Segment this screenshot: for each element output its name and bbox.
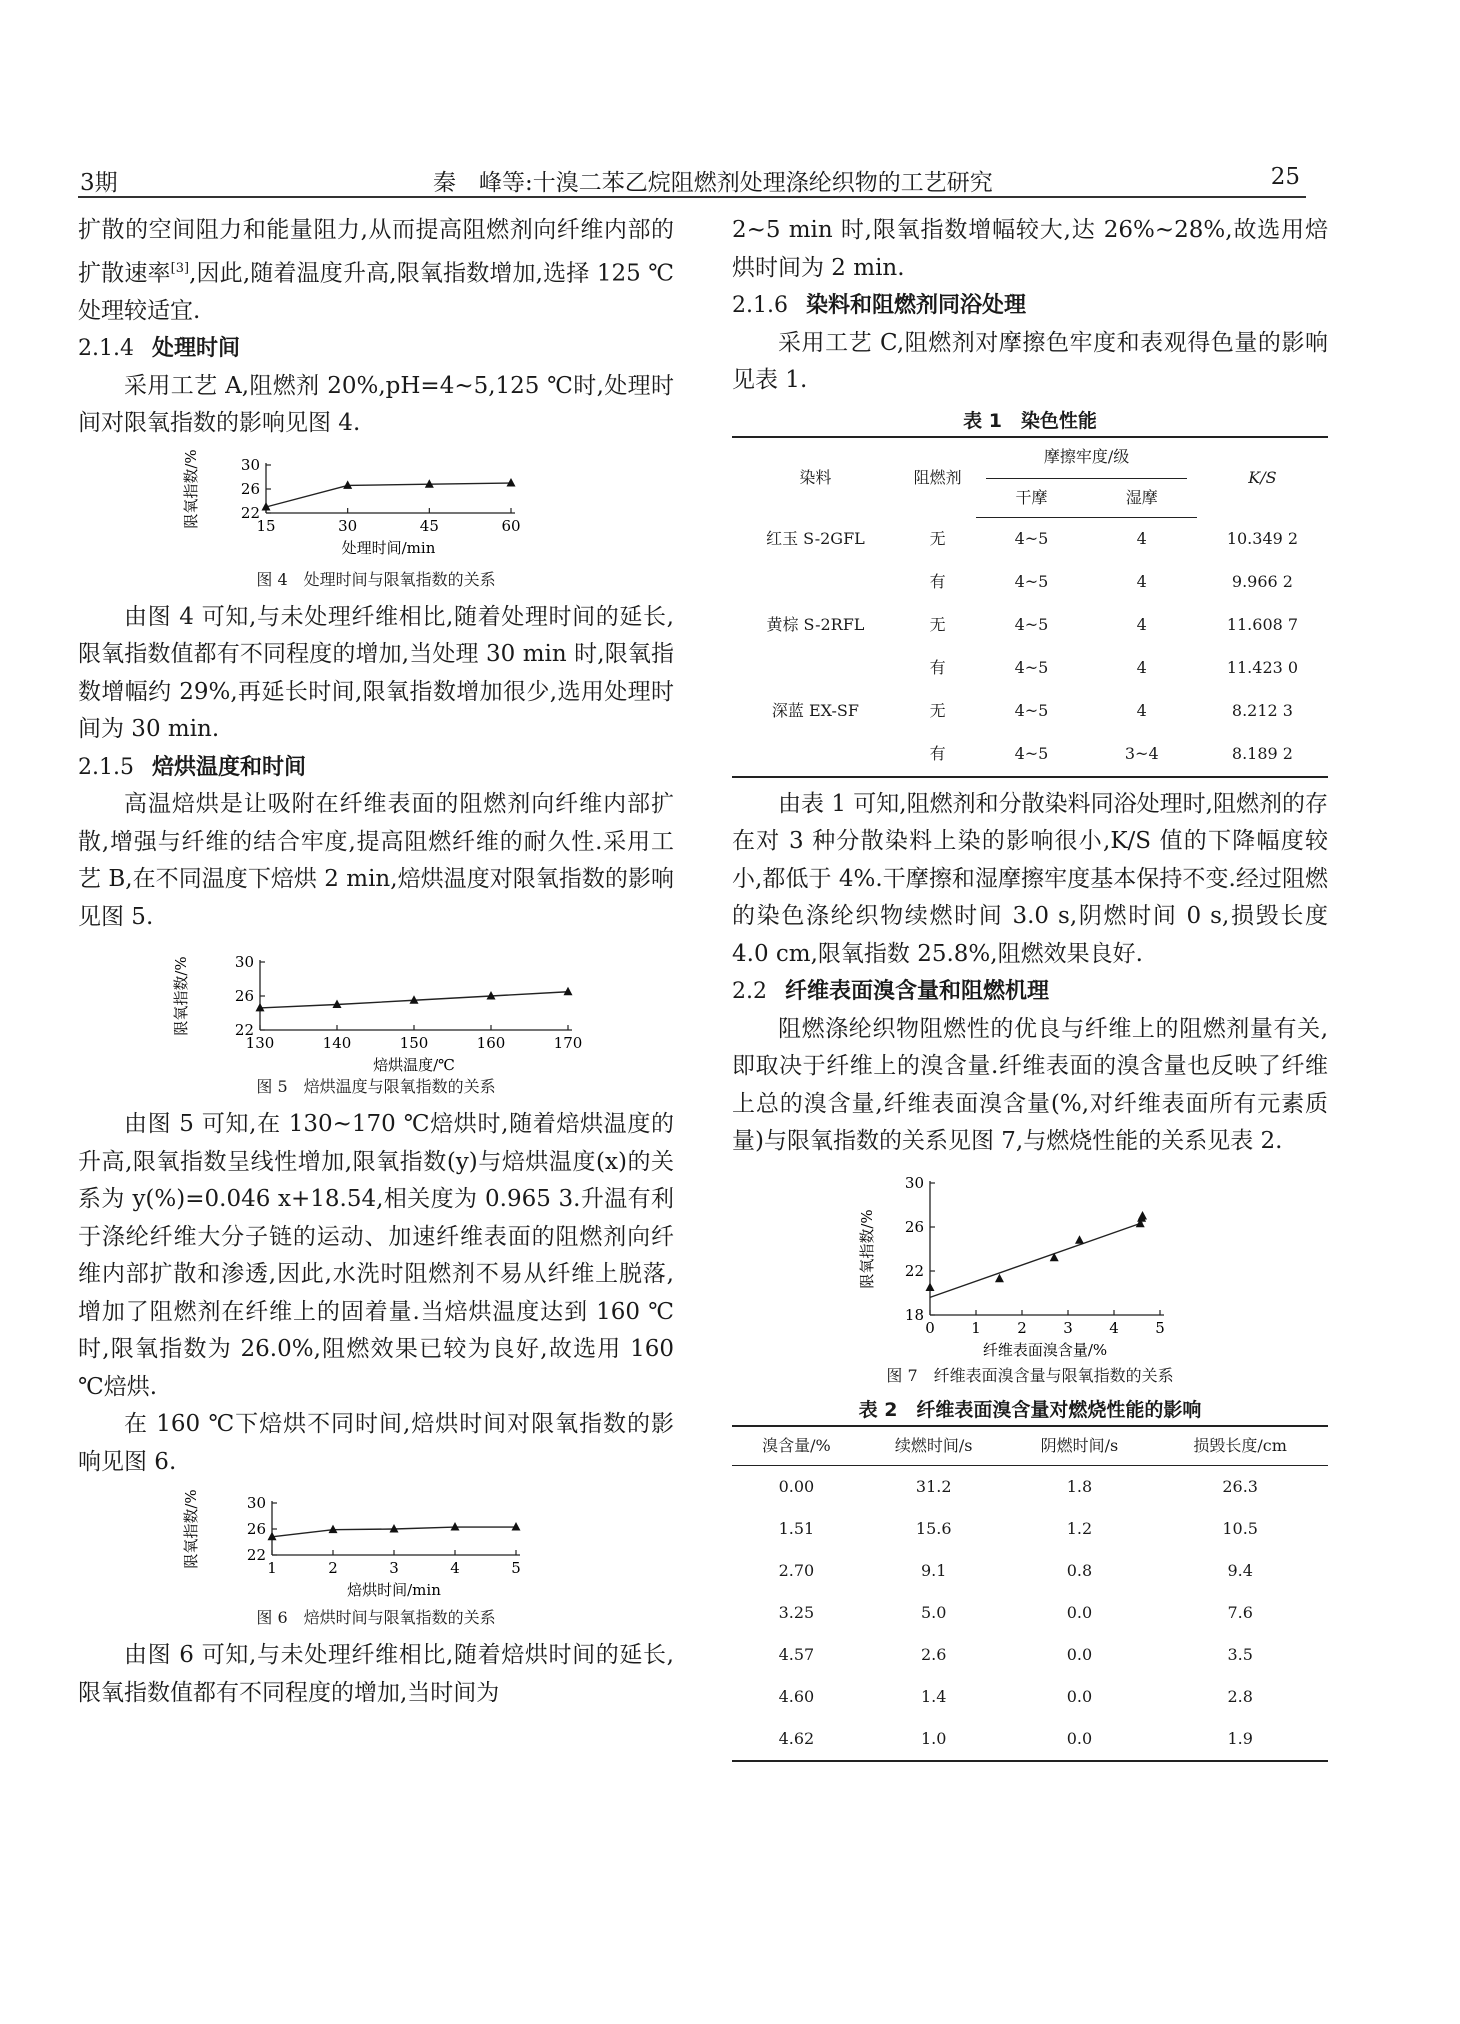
table-cell-fr: 有 (929, 744, 946, 764)
section-heading: 2.2 纤维表面溴含量和阻燃机理 (732, 979, 1050, 1004)
figure-6 (78, 1487, 674, 1605)
table-cell: 4.60 (778, 1686, 815, 1706)
paragraph: 由表 1 可知,阻燃剂和分散染料同浴处理时,阻燃剂的存在对 3 种分散染料上染的影响很小,K/S 值的下降幅度较小,都低于 4%.干摩擦和湿摩擦牢度基本保持不变.经过阻燃的染色涤纶织物续燃时间 3.0 s,阴燃时间 0 s,损毁长度 4.0 cm,限氧指数 25.8%,阻燃效果良好. (732, 790, 1328, 967)
table-cell: 1.4 (920, 1686, 947, 1706)
y-tick-label: 30 (904, 1173, 924, 1192)
table-1 (732, 436, 1328, 778)
fig4-chart (166, 449, 586, 567)
table-cell: 9.1 (920, 1560, 947, 1580)
right-column (732, 212, 1328, 1762)
data-point (995, 1273, 1004, 1282)
paragraph: 由图 6 可知,与未处理纤维相比,随着焙烘时间的延长,限氧指数值都有不同程度的增加,当时间为 (78, 1642, 674, 1706)
x-tick-label: 60 (501, 516, 521, 535)
data-point (512, 1522, 521, 1531)
table-header: 摩擦牢度/级 (976, 437, 1197, 480)
table-cell-dry: 4~5 (1014, 572, 1049, 592)
paragraph: 在 160 ℃下焙烘不同时间,焙烘时间对限氧指数的影响见图 6. (78, 1411, 674, 1475)
y-tick-label: 26 (234, 987, 254, 1006)
table-cell: 9.4 (1227, 1560, 1253, 1580)
y-tick-label: 22 (240, 503, 260, 522)
x-tick-label: 4 (1109, 1318, 1119, 1337)
table-cell: 15.6 (915, 1518, 952, 1538)
table-row (732, 1508, 1328, 1550)
x-tick-label: 140 (322, 1034, 352, 1053)
running-header (78, 160, 1306, 198)
y-tick-label: 26 (246, 1520, 266, 1539)
y-tick-label: 30 (234, 953, 254, 972)
y-tick-label: 22 (234, 1021, 254, 1040)
table-cell: 3.25 (778, 1602, 815, 1622)
data-point (425, 479, 434, 488)
table-cell-wet: 4 (1136, 529, 1147, 549)
fig5-chart (146, 942, 606, 1074)
x-tick-label: 160 (476, 1034, 506, 1053)
data-point (507, 478, 516, 487)
data-point (329, 1525, 338, 1534)
y-axis-label: 限氧指数/% (182, 1489, 200, 1569)
table-caption: 表 1 染色性能 (963, 409, 1097, 432)
y-axis-label: 限氧指数/% (182, 449, 200, 529)
y-tick-label: 26 (904, 1217, 924, 1236)
table-cell: 2.8 (1227, 1686, 1253, 1706)
x-tick-label: 1 (267, 1559, 277, 1578)
data-point (343, 480, 352, 489)
x-axis-label: 纤维表面溴含量/% (982, 1340, 1108, 1359)
table-row (732, 517, 1328, 561)
table-cell-ks: 8.212 3 (1231, 701, 1293, 721)
table-cell-ks: 9.966 2 (1231, 572, 1293, 592)
table-row (732, 604, 1328, 647)
table-cell-fr: 有 (929, 658, 946, 678)
x-tick-label: 5 (1155, 1318, 1165, 1337)
fig7-chart (820, 1167, 1240, 1363)
running-title: 秦 峰等:十溴二苯乙烷阻燃剂处理涤纶织物的工艺研究 (433, 170, 993, 196)
x-tick-label: 1 (971, 1318, 981, 1337)
table-row (732, 647, 1328, 690)
table-header: 阻燃剂 (913, 467, 962, 487)
table-cell-ks: 10.349 2 (1226, 529, 1299, 548)
x-tick-label: 2 (328, 1559, 338, 1578)
paragraph: 采用工艺 C,阻燃剂对摩擦色牢度和表观得色量的影响见表 1. (732, 329, 1328, 393)
x-tick-label: 2 (1017, 1318, 1027, 1337)
data-point (926, 1282, 935, 1291)
table-cell-fr: 无 (929, 615, 946, 635)
table-row (732, 1676, 1328, 1718)
y-axis-label: 限氧指数/% (858, 1208, 876, 1289)
section-heading: 2.1.6 染料和阻燃剂同浴处理 (732, 293, 1026, 318)
figure-7 (732, 1167, 1328, 1363)
data-point (1138, 1211, 1147, 1220)
table-cell-dry: 4~5 (1014, 701, 1049, 721)
table-cell-dye: 黄棕 S-2RFL (766, 615, 865, 635)
table-cell: 3.5 (1227, 1644, 1253, 1664)
table-cell-dry: 4~5 (1014, 615, 1049, 635)
table-cell-dry: 4~5 (1014, 658, 1049, 678)
table-cell: 5.0 (920, 1602, 947, 1622)
table-cell: 0.0 (1066, 1728, 1093, 1748)
table-cell: 26.3 (1222, 1476, 1258, 1496)
paragraph: 2~5 min 时,限氧指数增幅较大,达 26%~28%,故选用焙烘时间为 2 min. (732, 217, 1328, 281)
paragraph: 高温焙烘是让吸附在纤维表面的阻燃剂向纤维内部扩散,增强与纤维的结合牢度,提高阻燃纤维的耐久性.采用工艺 B,在不同温度下焙烘 2 min,焙烘温度对限氧指数的影响见图 5. (78, 791, 674, 930)
x-tick-label: 170 (553, 1034, 583, 1053)
table-cell: 4.62 (778, 1728, 815, 1748)
chart-axes (182, 1490, 521, 1600)
table-cell-dye (732, 647, 899, 690)
table-cell-wet: 3~4 (1124, 744, 1159, 764)
x-tick-label: 130 (245, 1034, 275, 1053)
table-header: K/S (1248, 467, 1277, 487)
chart-axes (172, 953, 582, 1074)
table-cell: 0.0 (1066, 1602, 1093, 1622)
table-row (732, 1465, 1328, 1508)
figure-caption: 图 7 纤维表面溴含量与限氧指数的关系 (886, 1365, 1174, 1385)
table-row (732, 1550, 1328, 1592)
figure-caption: 图 6 焙烘时间与限氧指数的关系 (256, 1608, 496, 1628)
x-tick-label: 3 (389, 1559, 399, 1578)
x-tick-label: 5 (511, 1559, 521, 1578)
y-axis-label: 限氧指数/% (172, 956, 190, 1036)
table-cell: 2.70 (778, 1560, 815, 1580)
table-cell-dry: 4~5 (1014, 529, 1049, 549)
chart-axes (858, 1174, 1165, 1359)
table-cell: 1.51 (778, 1518, 815, 1538)
table-row (732, 690, 1328, 733)
paragraph: 采用工艺 A,阻燃剂 20%,pH=4~5,125 ℃时,处理时间对限氧指数的影响见图 4. (78, 372, 674, 437)
data-point (564, 987, 573, 996)
x-tick-label: 150 (399, 1034, 429, 1053)
x-tick-label: 45 (419, 516, 439, 535)
table-cell: 10.5 (1222, 1518, 1258, 1538)
table-row (732, 1718, 1328, 1761)
table-cell-wet: 4 (1136, 615, 1147, 635)
table-cell-dye: 深蓝 EX-SF (771, 701, 859, 721)
page-number: 25 (1270, 164, 1300, 190)
fit-line (930, 1222, 1143, 1297)
table-header: 干摩 (976, 479, 1086, 517)
chart-axes (182, 449, 521, 557)
table-cell: 1.0 (920, 1728, 947, 1748)
x-tick-label: 0 (925, 1318, 935, 1337)
table-cell-fr: 无 (929, 529, 946, 548)
table-cell-wet: 4 (1136, 701, 1147, 721)
fig6-chart (166, 1487, 586, 1605)
table-cell: 0.00 (778, 1476, 815, 1496)
paragraph: 由图 5 可知,在 130~170 ℃焙烘时,随着焙烘温度的升高,限氧指数呈线性增加,限氧指数(y)与焙烘温度(x)的关系为 y(%)=0.046 x+18.54,相关度为 0.965 3.升温有利于涤纶纤维大分子链的运动、加速纤维表面的阻燃剂向纤维内部扩散和渗透,因此,水洗时阻燃剂不易从纤维上脱落,增加了阻燃剂在纤维上的固着量.当焙烘温度达到 160 ℃时,限氧指数为 26.0%,阻燃效果已较为良好,故选用 160 ℃焙烘. (78, 1111, 674, 1400)
y-tick-label: 30 (246, 1494, 266, 1513)
figure-caption: 图 5 焙烘温度与限氧指数的关系 (256, 1077, 496, 1097)
table-cell-dye: 红玉 S-2GFL (766, 529, 865, 548)
table-cell: 2.6 (920, 1644, 947, 1664)
table-cell: 1.9 (1227, 1728, 1253, 1748)
table-cell: 1.8 (1066, 1476, 1093, 1496)
table-cell: 7.6 (1227, 1602, 1253, 1622)
table-cell: 0.8 (1066, 1560, 1093, 1580)
table-cell-dry: 4~5 (1014, 744, 1049, 764)
table-cell: 31.2 (915, 1476, 952, 1496)
y-tick-label: 18 (904, 1305, 924, 1324)
paragraph: 阻燃涤纶织物阻燃性的优良与纤维上的阻燃剂量有关,即取决于纤维上的溴含量.纤维表面的溴含量也反映了纤维上总的溴含量,纤维表面溴含量(%,对纤维表面所有元素质量)与限氧指数的关系见图 7,与燃烧性能的关系见表 2. (732, 1015, 1328, 1154)
table-row (732, 1634, 1328, 1676)
table-cell-ks: 11.423 0 (1226, 658, 1299, 678)
y-tick-label: 26 (240, 479, 260, 498)
table-cell: 0.0 (1066, 1686, 1093, 1706)
x-tick-label: 15 (256, 516, 276, 535)
table-cell-ks: 8.189 2 (1231, 744, 1293, 764)
table-caption: 表 2 纤维表面溴含量对燃烧性能的影响 (858, 1398, 1202, 1421)
series-line (266, 483, 511, 507)
data-point (451, 1522, 460, 1531)
table-cell-fr: 有 (929, 572, 946, 592)
x-axis-label: 处理时间/min (341, 538, 436, 557)
x-axis-label: 焙烘时间/min (347, 1581, 441, 1600)
paragraph: 由图 4 可知,与未处理纤维相比,随着处理时间的延长,限氧指数值都有不同程度的增加,当处理 30 min 时,限氧指数增幅约 29%,再延长时间,限氧指数增加很少,选用处理时间为 30 min. (78, 603, 674, 743)
table-row (732, 1592, 1328, 1634)
table-cell-wet: 4 (1136, 572, 1147, 592)
table-cell-dye (732, 733, 899, 777)
x-tick-label: 30 (338, 516, 358, 535)
table-header: 续燃时间/s (861, 1426, 1007, 1466)
table-2 (732, 1425, 1328, 1762)
table-header: 损毁长度/cm (1152, 1426, 1328, 1466)
x-tick-label: 4 (450, 1559, 460, 1578)
section-heading: 2.1.5 焙烘温度和时间 (78, 754, 306, 780)
data-point (1075, 1235, 1084, 1244)
table-cell-ks: 11.608 7 (1226, 615, 1299, 635)
citation[interactable]: [3] (170, 260, 190, 276)
table-header: 湿摩 (1087, 479, 1197, 517)
figure-4 (78, 449, 674, 567)
table-cell-fr: 无 (929, 701, 946, 721)
paragraph: 扩散的空间阻力和能量阻力,从而提高阻燃剂向纤维内部的扩散速率[3],因此,随着温度升高,限氧指数增加,选择 125 ℃处理较适宜. (78, 217, 675, 324)
y-tick-label: 30 (240, 455, 260, 474)
y-tick-label: 22 (246, 1546, 266, 1565)
table-cell-wet: 4 (1136, 658, 1147, 678)
issue-number: 3期 (80, 170, 118, 196)
table-row (732, 733, 1328, 777)
table-row (732, 561, 1328, 604)
table-cell: 0.0 (1066, 1644, 1093, 1664)
figure-caption: 图 4 处理时间与限氧指数的关系 (256, 569, 496, 589)
left-column (78, 212, 674, 1712)
table-cell-dye (732, 561, 899, 604)
x-tick-label: 3 (1063, 1318, 1073, 1337)
table-header: 阴燃时间/s (1007, 1426, 1153, 1466)
section-heading: 2.1.4 处理时间 (78, 336, 240, 362)
x-axis-label: 焙烘温度/℃ (373, 1056, 455, 1075)
table-header: 染料 (799, 467, 832, 487)
table-header: 溴含量/% (732, 1426, 861, 1466)
table-cell: 1.2 (1066, 1518, 1093, 1538)
table-cell: 4.57 (778, 1644, 815, 1664)
figure-5 (78, 942, 674, 1074)
y-tick-label: 22 (904, 1261, 924, 1280)
